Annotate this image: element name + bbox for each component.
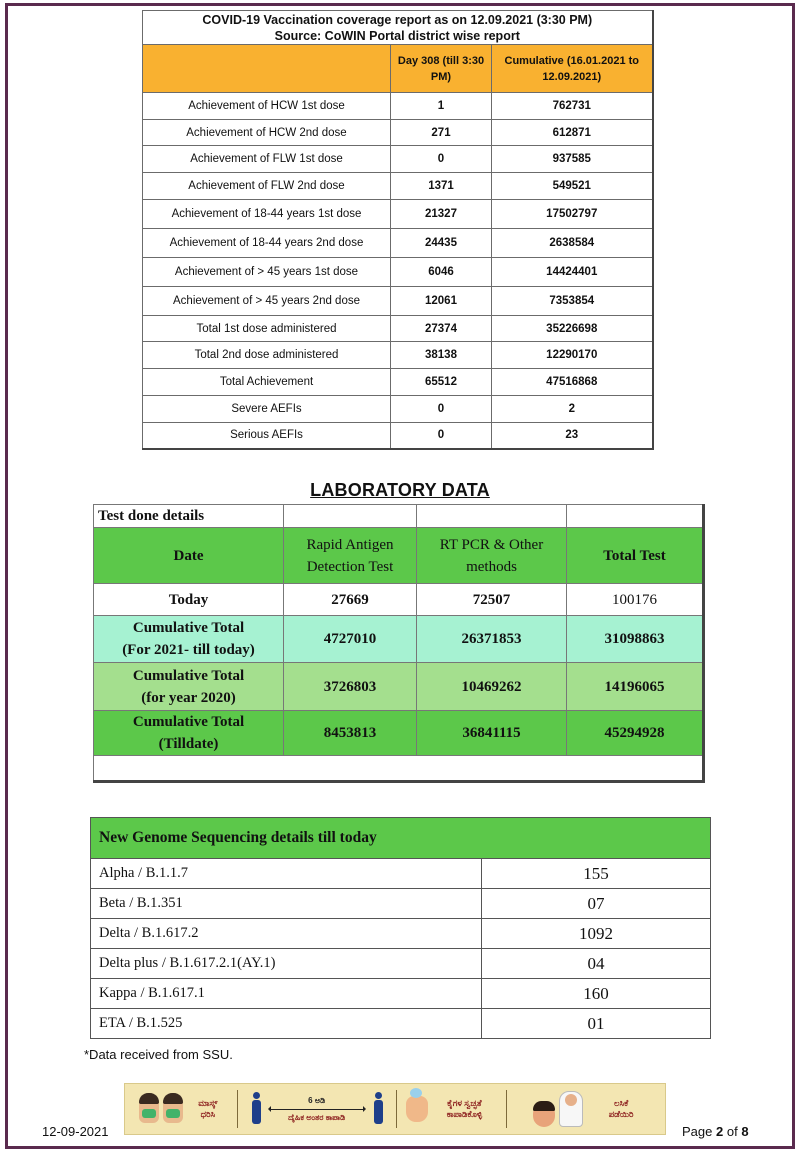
- vaccination-source: Source: CoWIN Portal district wise report: [274, 29, 520, 43]
- genome-variant: Beta / B.1.351: [91, 889, 482, 919]
- distance-indicator: [267, 1096, 367, 1123]
- vaccination-icon: [531, 1089, 591, 1129]
- header-cumulative: Cumulative (16.01.2021 to 12.09.2021): [492, 45, 653, 93]
- header-blank: [143, 45, 391, 93]
- vaccination-row-label: Total 2nd dose administered: [143, 342, 391, 369]
- vaccination-row-label: Achievement of > 45 years 2nd dose: [143, 286, 391, 315]
- vaccination-cumulative-value: 2: [492, 395, 653, 422]
- masked-face-icon: [139, 1095, 159, 1123]
- lab-header-total: Total Test: [567, 528, 704, 584]
- vaccination-row: [143, 119, 653, 146]
- vaccination-row-label: Achievement of 18-44 years 1st dose: [143, 199, 391, 228]
- vaccination-cumulative-value: 7353854: [492, 286, 653, 315]
- laboratory-table: [93, 504, 705, 783]
- vaccination-cumulative-value: 35226698: [492, 315, 653, 342]
- vaccination-day-value: 0: [391, 422, 492, 449]
- vaccination-cumulative-value: 549521: [492, 173, 653, 200]
- genome-table: [90, 817, 711, 1039]
- vaccination-cumulative-value: 14424401: [492, 257, 653, 286]
- lab-cell-rat: 27669: [284, 584, 417, 616]
- lab-cell-rat: 3726803: [284, 663, 417, 711]
- vaccination-row: [143, 173, 653, 200]
- genome-title: New Genome Sequencing details till today: [91, 818, 711, 859]
- vaccination-day-value: 0: [391, 146, 492, 173]
- vaccination-day-value: 21327: [391, 199, 492, 228]
- vaccination-table: [142, 10, 654, 450]
- vaccination-day-value: 65512: [391, 369, 492, 396]
- handwash-text: ಕೈಗಳ ಸ್ವಚ್ಛತೆ ಕಾಪಾಡಿಕೊಳ್ಳಿ: [446, 1098, 483, 1119]
- lab-cell-rat: 8453813: [284, 711, 417, 756]
- handwash-icon: [406, 1096, 428, 1122]
- banner-mask-section: [125, 1084, 237, 1134]
- vaccination-cumulative-value: 12290170: [492, 342, 653, 369]
- vaccine-text: ಲಸಿಕೆ ಪಡೆಯಿರಿ: [608, 1098, 634, 1119]
- vaccination-title: COVID-19 Vaccination coverage report as on 12.09.2021 (3:30 PM) Source: CoWIN Portal district wise report: [143, 11, 653, 45]
- vaccination-row-label: Achievement of > 45 years 1st dose: [143, 257, 391, 286]
- genome-row: [91, 979, 711, 1009]
- vaccination-row: [143, 422, 653, 449]
- vaccination-day-value: 1371: [391, 173, 492, 200]
- banner-vaccine-section: [507, 1084, 665, 1134]
- vaccination-day-value: 1: [391, 93, 492, 120]
- lab-cell-rtpcr: 72507: [417, 584, 567, 616]
- double-arrow-icon: [269, 1109, 365, 1110]
- footer-date: 12-09-2021: [42, 1124, 109, 1139]
- vaccination-day-value: 0: [391, 395, 492, 422]
- lab-cell-total: 31098863: [567, 616, 704, 663]
- genome-count: 160: [482, 979, 711, 1009]
- vaccination-row: [143, 369, 653, 396]
- vaccination-day-value: 24435: [391, 228, 492, 257]
- laboratory-title: LABORATORY DATA: [310, 480, 490, 500]
- distance-caption: ದೈಹಿಕ ಅಂತರ ಕಾಪಾಡಿ: [288, 1112, 346, 1122]
- person-icon: [373, 1092, 383, 1126]
- genome-count: 1092: [482, 919, 711, 949]
- vaccination-row-label: Total Achievement: [143, 369, 391, 396]
- vaccination-day-value: 38138: [391, 342, 492, 369]
- banner-handwash-section: [397, 1084, 507, 1134]
- vaccination-row: [143, 93, 653, 120]
- lab-footer-blank: [94, 756, 704, 782]
- banner-distance-section: [238, 1084, 396, 1134]
- mask-text: ಮಾಸ್ಕ್ ಧರಿಸಿ: [198, 1098, 218, 1119]
- genome-row: [91, 1009, 711, 1039]
- vaccination-cumulative-value: 762731: [492, 93, 653, 120]
- vaccination-day-value: 12061: [391, 286, 492, 315]
- vaccination-row-label: Achievement of FLW 1st dose: [143, 146, 391, 173]
- vaccination-cumulative-value: 2638584: [492, 228, 653, 257]
- vaccination-row-label: Achievement of HCW 2nd dose: [143, 119, 391, 146]
- masked-face-icon: [163, 1095, 183, 1123]
- vaccination-cumulative-value: 23: [492, 422, 653, 449]
- vaccination-row: [143, 342, 653, 369]
- vaccination-row: [143, 315, 653, 342]
- vaccination-row: [143, 257, 653, 286]
- lab-subtitle-spacer: [417, 505, 567, 528]
- vaccination-row-label: Achievement of FLW 2nd dose: [143, 173, 391, 200]
- vaccination-row: [143, 228, 653, 257]
- distance-label: 6 ಅಡಿ: [308, 1095, 326, 1105]
- lab-subtitle: Test done details: [94, 505, 284, 528]
- lab-row-label: Cumulative Total (Tilldate): [94, 711, 284, 756]
- genome-row: [91, 889, 711, 919]
- vaccination-day-value: 271: [391, 119, 492, 146]
- person-icon: [251, 1092, 261, 1126]
- vaccination-row: [143, 146, 653, 173]
- genome-variant: ETA / B.1.525: [91, 1009, 482, 1039]
- vaccination-cumulative-value: 612871: [492, 119, 653, 146]
- genome-row: [91, 949, 711, 979]
- genome-count: 01: [482, 1009, 711, 1039]
- lab-subtitle-spacer: [284, 505, 417, 528]
- lab-cell-total: 45294928: [567, 711, 704, 756]
- lab-header-rat: Rapid Antigen Detection Test: [284, 528, 417, 584]
- vaccination-row: [143, 395, 653, 422]
- vaccination-row-label: Achievement of HCW 1st dose: [143, 93, 391, 120]
- lab-row-label: Today: [94, 584, 284, 616]
- genome-count: 07: [482, 889, 711, 919]
- lab-cell-rtpcr: 36841115: [417, 711, 567, 756]
- vaccination-row-label: Severe AEFIs: [143, 395, 391, 422]
- vaccination-row: [143, 286, 653, 315]
- header-day: Day 308 (till 3:30 PM): [391, 45, 492, 93]
- lab-header-date: Date: [94, 528, 284, 584]
- lab-header-rtpcr: RT PCR & Other methods: [417, 528, 567, 584]
- vaccination-row-label: Achievement of 18-44 years 2nd dose: [143, 228, 391, 257]
- vaccination-cumulative-value: 47516868: [492, 369, 653, 396]
- covid-appropriate-behaviour-banner: [124, 1083, 666, 1135]
- genome-count: 04: [482, 949, 711, 979]
- lab-cell-rtpcr: 10469262: [417, 663, 567, 711]
- vaccination-row-label: Serious AEFIs: [143, 422, 391, 449]
- lab-cell-rtpcr: 26371853: [417, 616, 567, 663]
- vaccination-cumulative-value: 937585: [492, 146, 653, 173]
- lab-cell-total: 14196065: [567, 663, 704, 711]
- data-source-note: *Data received from SSU.: [84, 1047, 233, 1062]
- lab-cell-total: 100176: [567, 584, 704, 616]
- vaccination-day-value: 27374: [391, 315, 492, 342]
- genome-row: [91, 919, 711, 949]
- genome-variant: Delta / B.1.617.2: [91, 919, 482, 949]
- lab-cell-rat: 4727010: [284, 616, 417, 663]
- vaccination-row: [143, 199, 653, 228]
- lab-subtitle-spacer: [567, 505, 704, 528]
- genome-variant: Delta plus / B.1.617.2.1(AY.1): [91, 949, 482, 979]
- genome-row: [91, 859, 711, 889]
- page-number: Page 2 of 8: [682, 1124, 749, 1139]
- genome-count: 155: [482, 859, 711, 889]
- lab-row-label: Cumulative Total (for year 2020): [94, 663, 284, 711]
- vaccination-cumulative-value: 17502797: [492, 199, 653, 228]
- genome-variant: Alpha / B.1.1.7: [91, 859, 482, 889]
- genome-variant: Kappa / B.1.617.1: [91, 979, 482, 1009]
- vaccination-day-value: 6046: [391, 257, 492, 286]
- vaccination-row-label: Total 1st dose administered: [143, 315, 391, 342]
- lab-row-label: Cumulative Total (For 2021- till today): [94, 616, 284, 663]
